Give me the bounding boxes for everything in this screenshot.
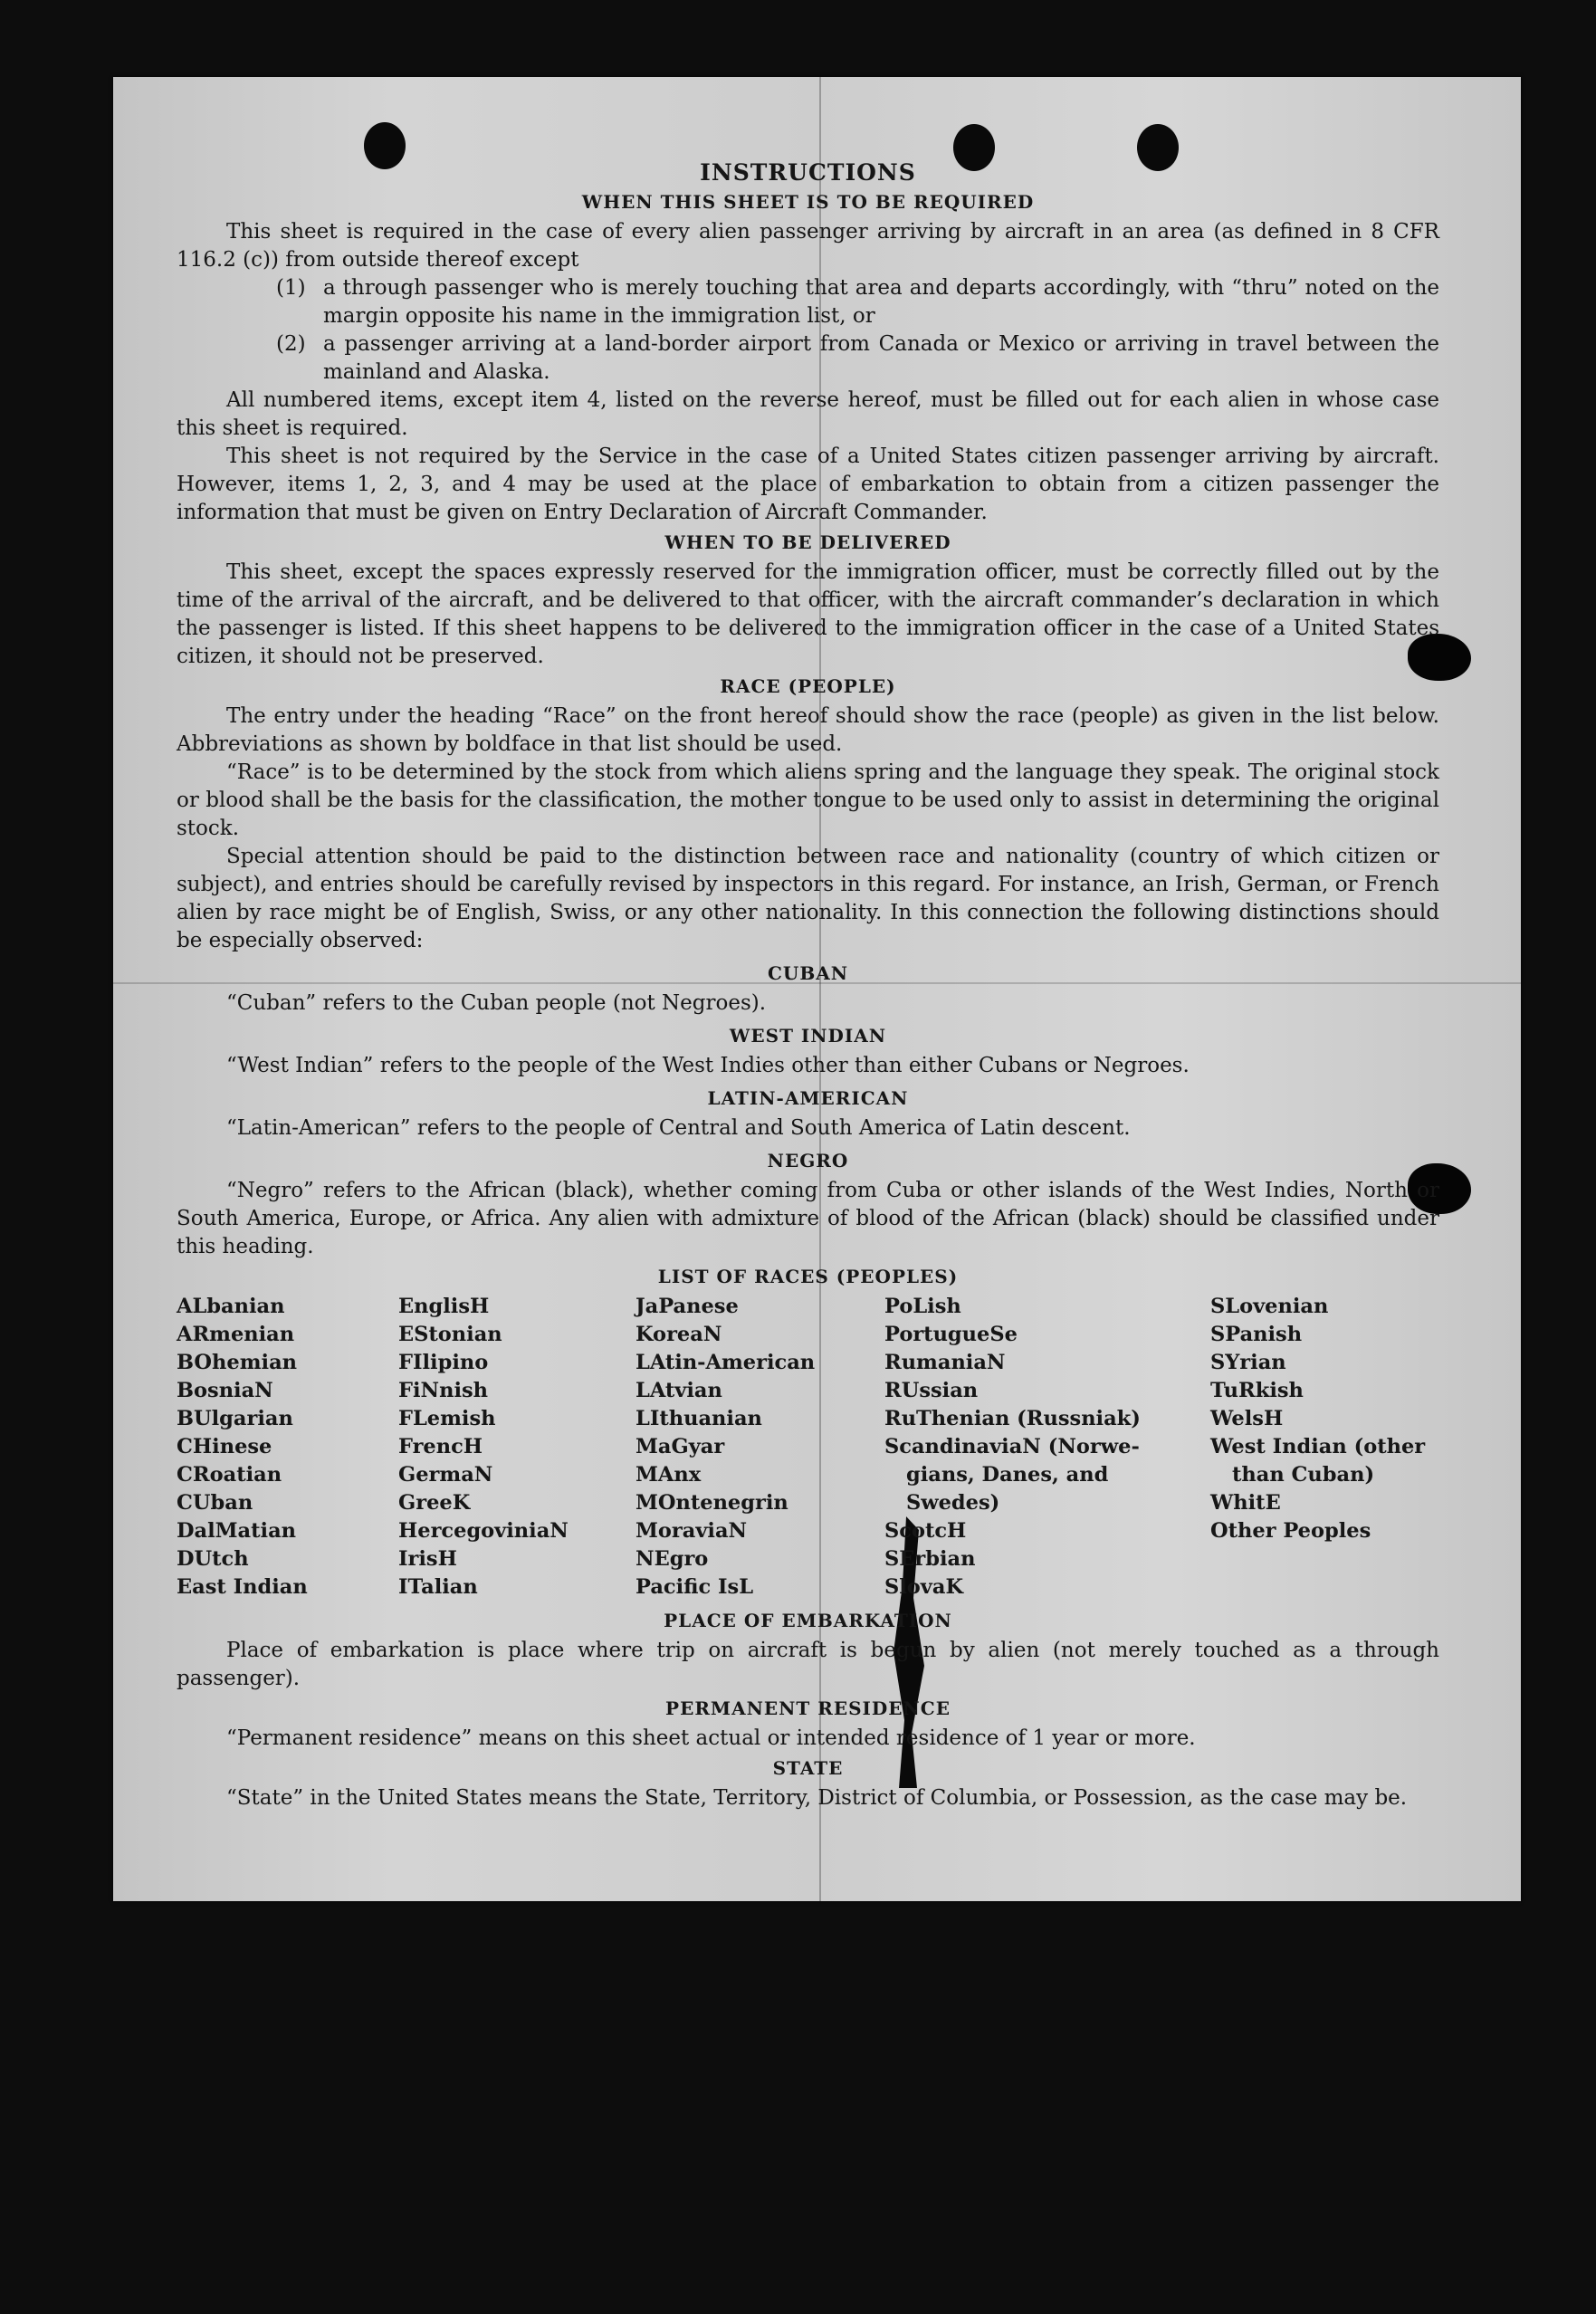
race-entry: RumaniaN (884, 1351, 1006, 1374)
race-entry: BOhemian (177, 1351, 298, 1374)
race-entry: gians, Danes, and (906, 1463, 1109, 1487)
race-entry: BosniaN (177, 1379, 273, 1402)
instructions-text (177, 158, 1439, 1812)
race-entry: CHinese (177, 1435, 272, 1458)
race-entry: Other Peoples (1210, 1519, 1371, 1543)
race-entry: PoLish (884, 1295, 961, 1318)
embarkation-paragraph: Place of embarkation is place where trip on aircraft is begun by alien (not merely touched as a through passenger). (177, 1639, 1439, 1690)
race-entry: JaPanese (636, 1295, 739, 1318)
race-entry: than Cuban) (1232, 1463, 1375, 1487)
item-number: (2) (276, 332, 306, 356)
race-entry: West Indian (other (1210, 1435, 1426, 1458)
race-paragraph-3: Special attention should be paid to the distinction between race and nationality (country of which citizen or subject), and entries should be carefully revised by inspectors in this regard. For instance, an Irish, German, or French alien by race might be of English, Swiss, or any other nationality. In this connection the following distinctions should be especially observed: (177, 845, 1439, 952)
race-entry: SPanish (1210, 1323, 1303, 1346)
race-entry: ScotcH (884, 1519, 967, 1543)
item-text: a through passenger who is merely touching that area and departs accordingly, with “thru” noted on the margin opposite his name in the immigration list, or (323, 276, 1439, 328)
race-entry: EStonian (398, 1323, 502, 1346)
latin-american-heading: LATIN-AMERICAN (707, 1087, 909, 1109)
race-entry: KoreaN (636, 1323, 722, 1346)
when-required-intro: This sheet is required in the case of every alien passenger arriving by aircraft in an area (as defined in 8 CFR 116.2 (c)) from outside thereof except (177, 220, 1439, 272)
races-column (884, 1293, 1210, 1602)
residence-paragraph: “Permanent residence” means on this sheet actual or intended residence of 1 year or more. (226, 1726, 1196, 1750)
race-entry: Swedes) (906, 1491, 1000, 1515)
exception-item-1 (177, 274, 1439, 330)
race-entry: PortugueSe (884, 1323, 1018, 1346)
race-entry: RUssian (884, 1379, 979, 1402)
race-paragraph-2: “Race” is to be determined by the stock from which aliens spring and the language they speak. The original stock or blood shall be the basis for the classification, the mother tongue to be used only to assist in determining the original stock. (177, 760, 1439, 840)
race-entry: FrencH (398, 1435, 483, 1458)
race-entry: HercegoviniaN (398, 1519, 569, 1543)
race-entry: SlovaK (884, 1575, 964, 1599)
when-required-heading: WHEN THIS SHEET IS TO BE REQUIRED (581, 191, 1035, 213)
instructions-title: INSTRUCTIONS (700, 159, 916, 186)
race-entry: IrisH (398, 1547, 457, 1571)
race-entry: DalMatian (177, 1519, 297, 1543)
race-entry: BUlgarian (177, 1407, 293, 1430)
race-entry: SYrian (1210, 1351, 1286, 1374)
race-entry: DUtch (177, 1547, 249, 1571)
races-column (636, 1293, 884, 1602)
race-entry: CUban (177, 1491, 253, 1515)
race-entry: MaGyar (636, 1435, 725, 1458)
races-column (1210, 1293, 1439, 1602)
cuban-paragraph: “Cuban” refers to the Cuban people (not Negroes). (226, 991, 767, 1015)
race-entry: ALbanian (177, 1295, 285, 1318)
races-column (398, 1293, 636, 1602)
race-entry: LIthuanian (636, 1407, 762, 1430)
race-entry: MAnx (636, 1463, 702, 1487)
negro-paragraph: “Negro” refers to the African (black), whether coming from Cuba or other islands of the West Indies, North or South America, Europe, or Africa. Any alien with admixture of blood of the African (black) should be classified under this heading. (177, 1179, 1439, 1258)
race-entry: RuThenian (Russniak) (884, 1407, 1141, 1430)
race-entry: FiNnish (398, 1379, 489, 1402)
item-text: a passenger arriving at a land-border airport from Canada or Mexico or arriving in travel between the mainland and Alaska. (323, 332, 1439, 384)
state-paragraph: “State” in the United States means the State, Territory, District of Columbia, or Possession, as the case may be. (226, 1786, 1408, 1810)
race-entry: FLemish (398, 1407, 496, 1430)
race-entry: Pacific IsL (636, 1575, 754, 1599)
races-list (177, 1293, 1439, 1602)
not-required-paragraph: This sheet is not required by the Service in the case of a United States citizen passenger arriving by aircraft. However, items 1, 2, 3, and 4 may be used at the place of embarkation to obtain from a citizen passenger the information that must be given on Entry Declaration of Aircraft Commander. (177, 445, 1439, 524)
state-heading: STATE (772, 1757, 844, 1779)
races-column (177, 1293, 398, 1602)
item-number: (1) (276, 276, 306, 300)
when-delivered-heading: WHEN TO BE DELIVERED (664, 531, 951, 553)
race-entry: SErbian (884, 1547, 976, 1571)
race-entry: NEgro (636, 1547, 709, 1571)
west-indian-paragraph: “West Indian” refers to the people of the West Indies other than either Cubans or Negroes. (226, 1054, 1190, 1077)
race-entry: SLovenian (1210, 1295, 1329, 1318)
race-entry: TuRkish (1210, 1379, 1304, 1402)
race-entry: East Indian (177, 1575, 308, 1599)
negro-heading: NEGRO (767, 1150, 849, 1171)
list-of-races-heading: LIST OF RACES (PEOPLES) (657, 1266, 959, 1287)
cuban-heading: CUBAN (767, 962, 849, 984)
exception-item-2 (177, 330, 1439, 387)
document-sheet (113, 77, 1521, 1901)
race-entry: MOntenegrin (636, 1491, 788, 1515)
latin-american-paragraph: “Latin-American” refers to the people of Central and South America of Latin descent. (226, 1116, 1131, 1140)
race-entry: ITalian (398, 1575, 478, 1599)
embarkation-heading: PLACE OF EMBARKATION (664, 1610, 952, 1631)
when-delivered-paragraph: This sheet, except the spaces expressly reserved for the immigration officer, must be correctly filled out by the time of the arrival of the aircraft, and be delivered to that officer, with the aircraft commander’s declaration in which the passenger is listed. If this sheet happens to be delivered to the immigration officer in the case of a United States citizen, it should not be preserved. (177, 560, 1439, 668)
race-entry: MoraviaN (636, 1519, 748, 1543)
numbered-items-paragraph: All numbered items, except item 4, listed on the reverse hereof, must be filled out for each alien in whose case this sheet is required. (177, 388, 1439, 440)
race-entry: CRoatian (177, 1463, 282, 1487)
west-indian-heading: WEST INDIAN (729, 1025, 887, 1047)
race-heading: RACE (PEOPLE) (720, 675, 896, 697)
residence-heading: PERMANENT RESIDENCE (665, 1697, 951, 1719)
race-entry: FIlipino (398, 1351, 489, 1374)
race-paragraph-1: The entry under the heading “Race” on the front hereof should show the race (people) as given in the list below. Abbreviations as shown by boldface in that list should be used. (177, 704, 1439, 756)
race-entry: GreeK (398, 1491, 471, 1515)
race-entry: WhitE (1210, 1491, 1281, 1515)
race-entry: WelsH (1210, 1407, 1284, 1430)
race-entry: EnglisH (398, 1295, 490, 1318)
race-entry: ARmenian (177, 1323, 295, 1346)
race-entry: GermaN (398, 1463, 493, 1487)
race-entry: LAtvian (636, 1379, 722, 1402)
race-entry: LAtin-American (636, 1351, 816, 1374)
race-entry: ScandinaviaN (Norwe- (884, 1435, 1140, 1458)
